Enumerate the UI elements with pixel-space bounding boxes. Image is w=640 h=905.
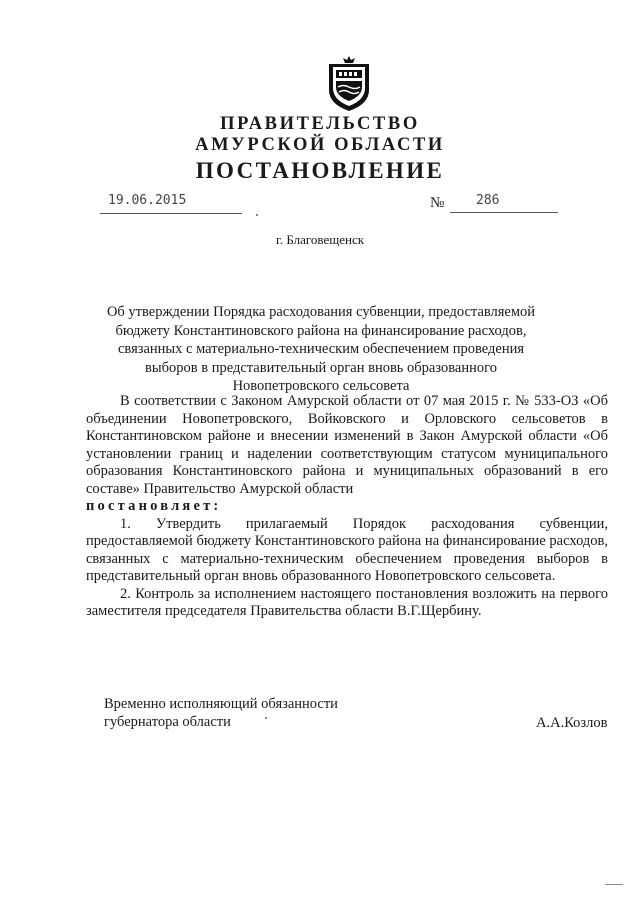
organization-name-line2: АМУРСКОЙ ОБЛАСТИ [195, 135, 445, 155]
resolution-body [86, 393, 608, 621]
item-2-paragraph: 2. Контроль за исполнением настоящего постановления возложить на первого заместителя председателя Правительства области В.Г.Щербину. [86, 585, 608, 619]
signatory-position-line1: Временно исполняющий обязанности [104, 696, 338, 712]
coat-of-arms-icon [326, 56, 372, 112]
document-number: 286 [476, 193, 500, 208]
document-type: ПОСТАНОВЛЕНИЕ [195, 158, 445, 183]
scan-speck [265, 717, 267, 719]
scan-speck [605, 884, 623, 885]
city-label: г. Благовещенск [275, 232, 365, 247]
scan-speck [256, 214, 258, 216]
document-date: 19.06.2015 [108, 193, 187, 208]
date-underline [100, 213, 242, 214]
signatory-position-line2: губернатора области [104, 714, 231, 730]
resolution-title: Об утверждении Порядка расходования субвенции, предоставляемой бюджету Константиновского района на финансирование расходов, связанных с материально-техническим обеспечением проведения выборов в представительный орган вновь образованного Новопетровского сельсовета [106, 304, 536, 394]
resolves-word: постановляет: [86, 498, 222, 514]
organization-name-line1: ПРАВИТЕЛЬСТВО [220, 114, 420, 134]
item-1-paragraph: 1. Утвердить прилагаемый Порядок расходования субвенции, предоставляемой бюджету Константиновского района на финансирование расходов, связанных с материально-техническим обеспечением проведения выборов в представительный орган вновь образованного Новопетровского сельсовета. [86, 515, 608, 584]
preamble-paragraph: В соответствии с Законом Амурской области от 07 мая 2015 г. № 533-ОЗ «Об объединении Новопетровского, Войковского и Орловского сельсоветов в Константиновском районе и внесении изменений в Закон Амурской области «Об установлении границ и наделении соответствующим статусом муниципального образования Константиновского района и муниципальных образований в его составе» Правительство Амурской области [86, 393, 608, 497]
number-sign: № [430, 195, 445, 211]
number-underline [450, 212, 558, 213]
signatory-name: А.А.Козлов [536, 715, 608, 731]
